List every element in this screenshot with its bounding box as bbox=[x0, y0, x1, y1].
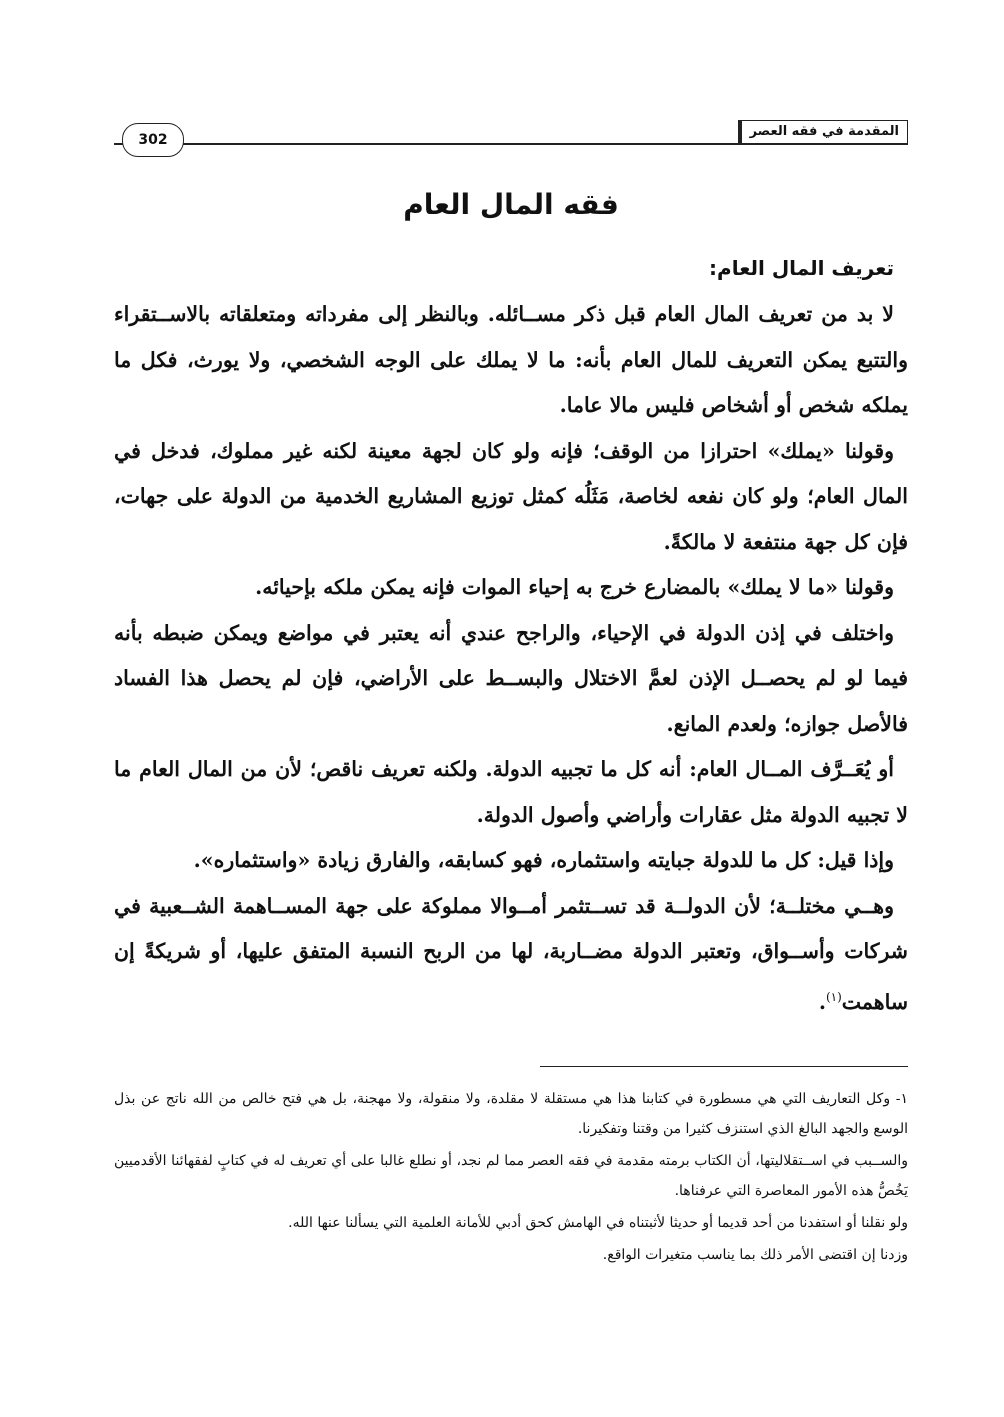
footnote-3: ولو نقلنا أو استفدنا من أحد قديما أو حديثا لأثبتناه في الهامش كحق أدبي للأمانة العلمية التي يسألنا عنها الله. bbox=[288, 1215, 908, 1231]
section-heading: تعريف المال العام: bbox=[709, 256, 894, 280]
paragraph-7-text: وهــي مختلــة؛ لأن الدولــة قد تســتثمر أمــوالا مملوكة على جهة المســاهمة الشــعبية في شركات وأســواق، وتعتبر الدولة مضــاربة، لها من الربح النسبة المتفق عليها، أو شريكةً إن ساهمت bbox=[114, 893, 908, 1014]
footnote-reference: (١) bbox=[825, 989, 842, 1004]
paragraph-5: أو يُعَــرَّف المــال العام: أنه كل ما تجبيه الدولة. ولكنه تعريف ناقص؛ لأن من المال العام ما لا تجبيه الدولة مثل عقارات وأراضي وأصول الدولة. bbox=[114, 757, 908, 827]
footnote-1: ١- وكل التعاريف التي هي مسطورة في كتابنا هذا هي مستقلة لا مقلدة، ولا منقولة، ولا مهجنة، بل هي فتح خالص من الله ناتج عن بذل الوسع والجهد البالغ الذي استنزف كثيرا من وقتنا وتفكيرنا. bbox=[114, 1091, 908, 1137]
footnotes bbox=[114, 1084, 908, 1272]
paragraph-3: وقولنا «ما لا يملك» بالمضارع خرج به إحياء الموات فإنه يمكن ملكه بإحيائه. bbox=[255, 575, 894, 599]
running-header bbox=[114, 118, 908, 148]
footnote-4: وزدنا إن اقتضى الأمر ذلك بما يناسب متغيرات الواقع. bbox=[602, 1247, 908, 1263]
page-number: 302 bbox=[122, 123, 184, 157]
paragraph-1: لا بد من تعريف المال العام قبل ذكر مســائله. وبالنظر إلى مفرداته ومتعلقاته بالاســتقراء والتتبع يمكن التعريف للمال العام بأنه: ما لا يملك على الوجه الشخصي، ولا يورث، فكل ما يملكه شخص أو أشخاص فليس مالا عاما. bbox=[114, 302, 908, 417]
paragraph-7: وهــي مختلــة؛ لأن الدولــة قد تســتثمر أمــوالا مملوكة على جهة المســاهمة الشــعبية في شركات وأســواق، وتعتبر الدولة مضــاربة، لها من الربح النسبة المتفق عليها، أو شريكةً إن ساهمت$^{(١)}$. bbox=[114, 893, 908, 1014]
footnote-2: والســبب في اســتقلاليتها، أن الكتاب برمته مقدمة في فقه العصر مما لم نجد، أو نطلع غالبا على أي تعريف له في كتابٍ لفقهائنا الأقدميين يَخُصُّ هذه الأمور المعاصرة التي عرفناها. bbox=[114, 1153, 908, 1199]
book-title: المقدمة في فقه العصر bbox=[738, 120, 908, 144]
paragraph-2: وقولنا «يملك» احترازا من الوقف؛ فإنه ولو كان لجهة معينة لكنه غير مملوك، فدخل في المال العام؛ ولو كان نفعه لخاصة، مَثَلُه كمثل توزيع المشاريع الخدمية من الدولة على جهات، فإن كل جهة منتفعة لا مالكةً. bbox=[114, 438, 908, 554]
main-text bbox=[114, 248, 908, 1025]
paragraph-4: واختلف في إذن الدولة في الإحياء، والراجح عندي أنه يعتبر في مواضع ويمكن ضبطه بأنه فيما لو لم يحصــل الإذن لعمَّ الاختلال والبســط على الأراضي، فإن لم يحصل هذا الفساد فالأصل جوازه؛ ولعدم المانع. bbox=[114, 620, 908, 736]
paragraph-6: وإذا قيل: كل ما للدولة جبايته واستثماره، فهو كسابقه، والفارق زيادة «واستثماره». bbox=[193, 848, 894, 872]
page-title: فقه المال العام bbox=[403, 188, 619, 221]
footnote-separator bbox=[540, 1066, 908, 1067]
